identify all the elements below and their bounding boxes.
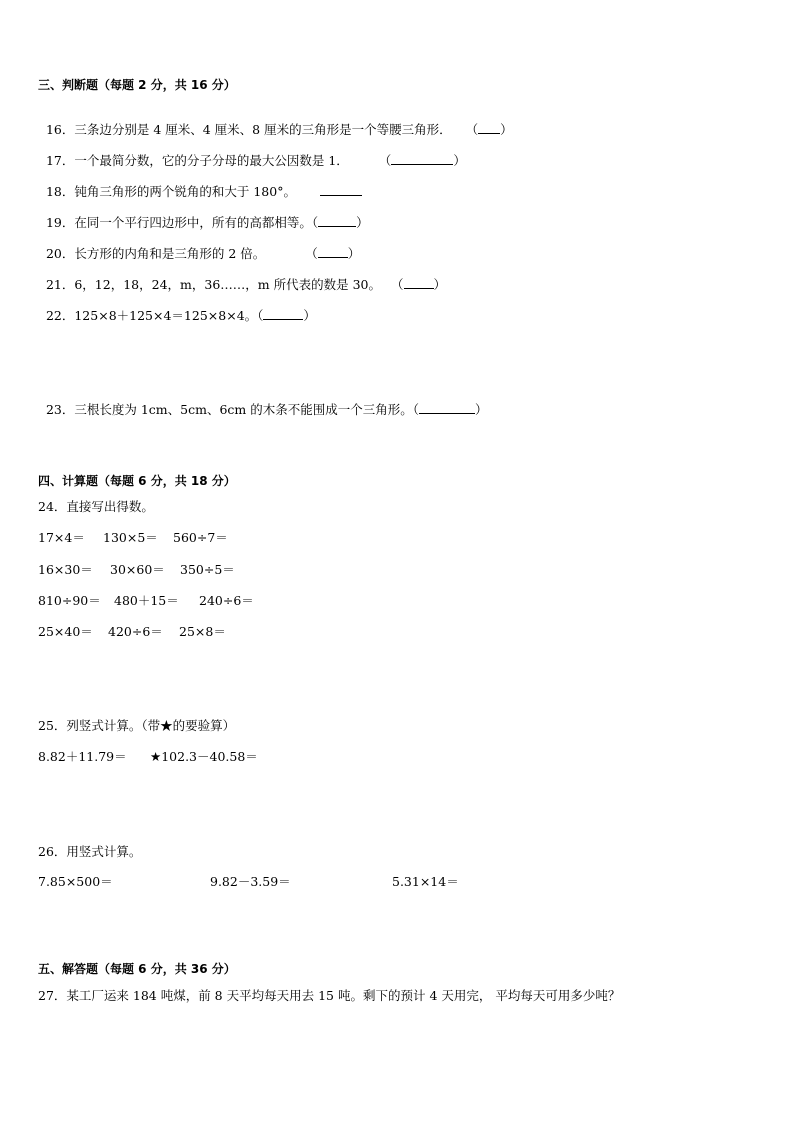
answer-blank[interactable] [318, 245, 348, 258]
question-19-close-paren: ） [356, 215, 369, 230]
calc-item: 350÷5＝ [180, 562, 235, 577]
section-4-title: 四、计算题（每题 6 分，共 18 分） [38, 474, 236, 488]
calc-item: 8.82＋11.79＝ [38, 749, 127, 764]
question-17-text: 17．一个最简分数，它的分子分母的最大公因数是 1． [45, 153, 349, 168]
question-22-open-paren: （ [257, 308, 264, 323]
question-23-text: 23．三根长度为 1cm、5cm、6cm 的木条不能围成一个三角形。 [45, 402, 413, 417]
calc-item: 810÷90＝ [38, 593, 101, 608]
question-27-text: 27．某工厂运来 184 吨煤，前 8 天平均每天用去 15 吨。剩下的预计 4 天用完， 平均每天可用多少吨？ [38, 988, 621, 1003]
calc-item: 240÷6＝ [199, 593, 254, 608]
question-17-open-paren: （ [378, 153, 392, 168]
calc-item: 560÷7＝ [173, 530, 228, 545]
question-18 [38, 167, 362, 200]
question-22-close-paren: ） [303, 308, 316, 323]
question-16-close-paren: ） [500, 122, 513, 137]
question-21-open-paren: （ [391, 277, 404, 292]
answer-blank[interactable] [478, 121, 500, 134]
question-21-text: 21．6，12，18，24，m，36……，m 所代表的数是 30。 [45, 277, 381, 292]
calc-item: 480＋15＝ [114, 593, 179, 608]
answer-blank[interactable] [263, 307, 303, 320]
question-19-open-paren: （ [311, 215, 319, 230]
question-16-open-paren: （ [465, 122, 479, 137]
question-16-text: 16．三条边分别是 4 厘米、4 厘米、8 厘米的三角形是一个等腰三角形． [45, 122, 452, 137]
calc-item: 7.85×500＝ [38, 874, 113, 889]
question-19 [38, 198, 369, 231]
answer-blank[interactable] [419, 401, 475, 414]
question-18-text: 18．钝角三角形的两个锐角的和大于 180°。 [45, 184, 296, 199]
question-20-close-paren: ） [347, 246, 361, 261]
question-26-text: 26．用竖式计算。 [38, 844, 142, 859]
calc-item: 420÷6＝ [108, 624, 163, 639]
question-20 [38, 229, 360, 262]
question-17 [38, 136, 466, 169]
question-21 [38, 260, 446, 293]
section-3-title: 三、判断题（每题 2 分，共 16 分） [38, 78, 236, 92]
question-23 [38, 385, 488, 418]
answer-blank[interactable] [320, 183, 362, 196]
calc-item: 9.82－3.59＝ [210, 874, 291, 889]
section-5-title: 五、解答题（每题 6 分，共 36 分） [38, 962, 236, 976]
answer-blank[interactable] [404, 276, 434, 289]
calc-item: ★102.3－40.58＝ [150, 749, 258, 764]
question-22-text: 22．125×8＋125×4＝125×8×4。 [45, 308, 258, 323]
question-16 [38, 105, 513, 138]
question-24-text: 24．直接写出得数。 [38, 499, 154, 514]
question-20-open-paren: （ [305, 246, 318, 261]
question-19-text: 19．在同一个平行四边形中，所有的高都相等。 [45, 215, 312, 230]
answer-blank[interactable] [391, 152, 453, 165]
question-23-close-paren: ） [475, 402, 488, 417]
question-20-text: 20．长方形的内角和是三角形的 2 倍。 [45, 246, 266, 261]
answer-blank[interactable] [318, 214, 356, 227]
calc-item: 5.31×14＝ [392, 874, 459, 889]
question-23-open-paren: （ [412, 402, 419, 417]
question-22 [38, 291, 316, 324]
calc-item: 16×30＝ [38, 562, 93, 577]
calc-item: 30×60＝ [110, 562, 165, 577]
question-17-close-paren: ） [453, 153, 466, 168]
calc-item: 17×4＝ [38, 530, 85, 545]
question-21-close-paren: ） [433, 277, 447, 292]
calc-item: 25×40＝ [38, 624, 93, 639]
question-25-text: 25．列竖式计算。（带★的要验算） [38, 718, 236, 733]
calc-item: 25×8＝ [179, 624, 226, 639]
calc-item: 130×5＝ [103, 530, 158, 545]
